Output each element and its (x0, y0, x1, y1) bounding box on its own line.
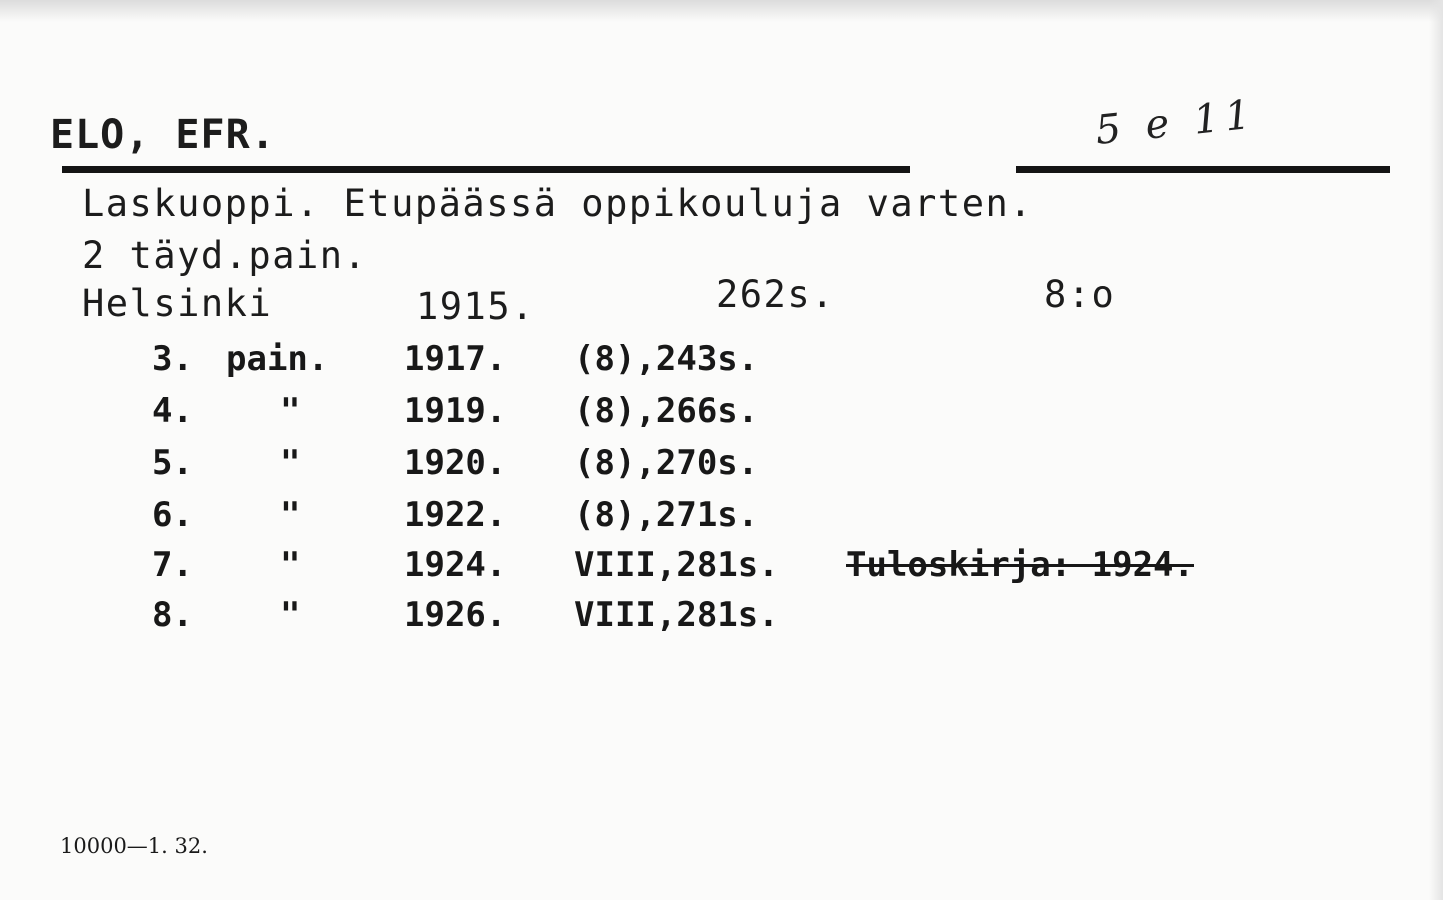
edition-row (0, 595, 1443, 642)
edition-number: 8. (152, 595, 193, 635)
edition-pages: (8),271s. (574, 495, 759, 535)
edition-number: 4. (152, 391, 193, 431)
edition-year: 1924. (404, 545, 507, 585)
edition-pages: VIII,281s. (574, 595, 779, 635)
handwritten-shelfmark: 5 e 11 (1093, 91, 1259, 154)
ditto-mark: " (280, 545, 301, 585)
edition-number: 6. (152, 495, 193, 535)
edition-row (0, 495, 1443, 542)
edition-number: 3. (152, 339, 193, 379)
imprint-pages: 262s. (716, 273, 835, 316)
edition-year: 1920. (404, 443, 507, 483)
edition-pages: (8),243s. (574, 339, 759, 379)
edition-statement: 2 täyd.pain. (82, 234, 368, 277)
edition-pages: (8),266s. (574, 391, 759, 431)
edition-year: 1917. (404, 339, 507, 379)
ditto-mark: " (280, 495, 301, 535)
ditto-mark: " (280, 391, 301, 431)
edition-number: 5. (152, 443, 193, 483)
edition-row (0, 545, 1443, 592)
edition-pages: VIII,281s. (574, 545, 779, 585)
edition-row (0, 443, 1443, 490)
book-title: Laskuoppi. Etupäässä oppikouluja varten. (82, 182, 1034, 225)
heading-rule-left (62, 166, 910, 173)
heading-rule-right (1016, 166, 1390, 173)
ditto-mark: " (280, 443, 301, 483)
print-code: 10000—1. 32. (60, 834, 208, 858)
ditto-mark: " (280, 595, 301, 635)
edition-pages: (8),270s. (574, 443, 759, 483)
author-heading: ELO, EFR. (50, 112, 276, 158)
edition-year: 1926. (404, 595, 507, 635)
imprint-place: Helsinki (82, 282, 273, 325)
imprint-year: 1915. (416, 285, 535, 328)
edition-row (0, 391, 1443, 438)
edition-year: 1922. (404, 495, 507, 535)
struck-through-note: Tuloskirja: 1924. (846, 545, 1194, 585)
imprint-format: 8:o (1044, 273, 1116, 316)
edition-label: pain. (226, 339, 329, 379)
edition-year: 1919. (404, 391, 507, 431)
edition-row (0, 339, 1443, 386)
edition-number: 7. (152, 545, 193, 585)
